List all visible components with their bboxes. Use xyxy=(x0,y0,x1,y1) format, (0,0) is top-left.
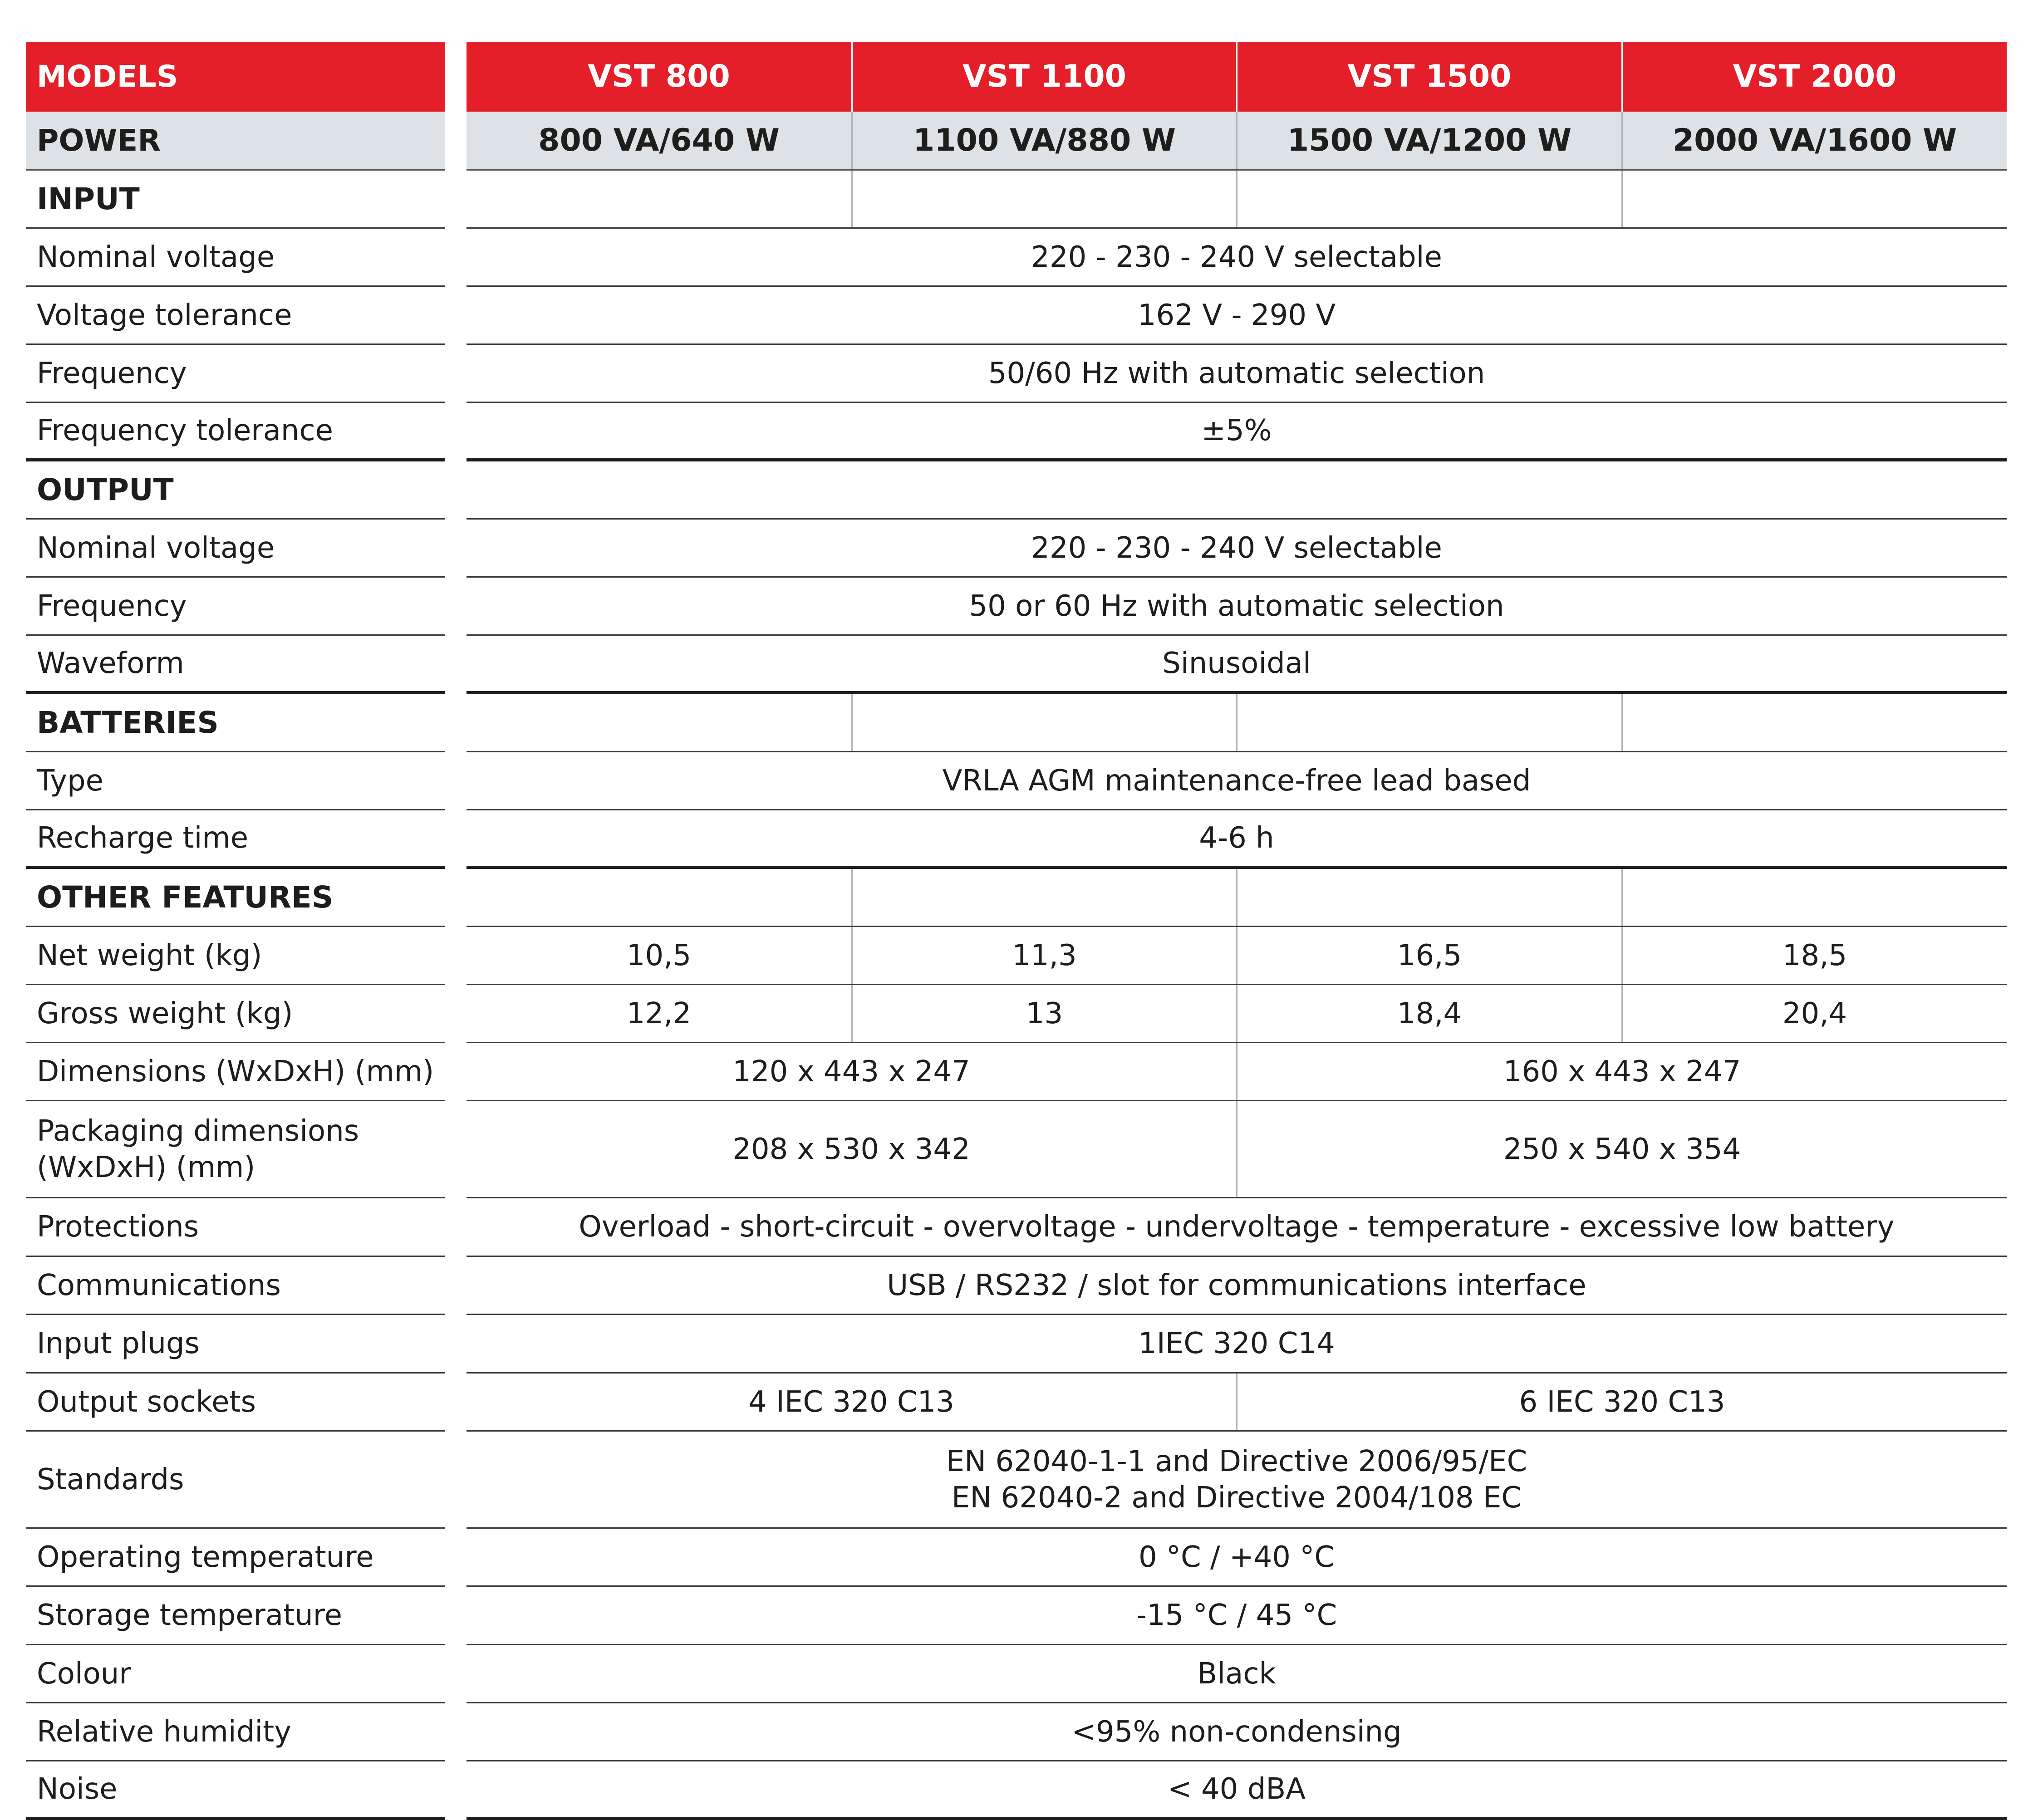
empty-cell xyxy=(851,869,1236,926)
spec-value-line: EN 62040-1-1 and Directive 2006/95/EC xyxy=(946,1444,1527,1478)
spec-label xyxy=(37,1101,440,1197)
spec-row xyxy=(467,1432,2007,1529)
spec-value: 4 IEC 320 C13 xyxy=(748,1385,955,1419)
spec-value: 6 IEC 320 C13 xyxy=(1236,1374,2007,1430)
spec-value: 16,5 xyxy=(1236,927,1621,984)
spec-row xyxy=(26,345,445,403)
spec-row xyxy=(26,927,445,985)
spec-row xyxy=(26,1587,445,1645)
spec-value: USB / RS232 / slot for communications interface xyxy=(887,1268,1586,1302)
values-column xyxy=(467,0,2007,1818)
models-header-row xyxy=(467,42,2007,112)
model-power: 800 VA/640 W xyxy=(538,122,780,158)
spec-row xyxy=(26,636,445,694)
spec-row xyxy=(467,1315,2007,1374)
spec-row xyxy=(26,1043,445,1101)
spec-value: VRLA AGM maintenance-free lead based xyxy=(942,764,1531,798)
spec-value: 0 °C / +40 °C xyxy=(1138,1540,1335,1574)
spec-label: Output sockets xyxy=(37,1385,256,1419)
section-other-cells xyxy=(467,869,2007,927)
empty-cell xyxy=(1236,171,1621,227)
spec-row xyxy=(467,810,2007,869)
power-label: POWER xyxy=(37,123,161,158)
spec-row xyxy=(26,1315,445,1374)
spec-row xyxy=(26,1257,445,1315)
spec-row xyxy=(26,1374,445,1432)
section-title: OUTPUT xyxy=(37,472,174,507)
spec-label: Net weight (kg) xyxy=(37,938,262,972)
spec-value: 4-6 h xyxy=(1199,821,1274,855)
models-label: MODELS xyxy=(37,59,178,94)
empty-cell xyxy=(1236,694,1621,751)
spec-row xyxy=(26,1432,445,1529)
section-other-features xyxy=(26,869,445,927)
spec-row xyxy=(26,403,445,461)
empty-cell xyxy=(851,171,1236,227)
spec-label-line: Packaging dimensions xyxy=(37,1114,359,1148)
spec-row xyxy=(26,578,445,636)
section-title: INPUT xyxy=(37,181,140,216)
spec-value: 11,3 xyxy=(851,927,1236,984)
model-name: VST 2000 xyxy=(1621,42,2007,112)
empty-cell xyxy=(1621,869,2007,926)
empty-cell xyxy=(467,171,851,227)
spec-label: Recharge time xyxy=(37,821,249,855)
empty-cell xyxy=(1621,694,2007,751)
model-name: VST 800 xyxy=(588,59,730,94)
spec-value xyxy=(467,1432,2007,1527)
spec-label: Storage temperature xyxy=(37,1599,343,1632)
spec-row xyxy=(467,345,2007,403)
section-output xyxy=(26,461,445,520)
spec-row xyxy=(467,578,2007,636)
empty-cell xyxy=(1236,869,1621,926)
spec-row xyxy=(467,1198,2007,1257)
spec-label: Nominal voltage xyxy=(37,531,275,565)
spec-label: Relative humidity xyxy=(37,1715,292,1749)
spec-value: Black xyxy=(1197,1657,1276,1691)
spec-row xyxy=(26,1198,445,1257)
spec-label: Noise xyxy=(37,1772,118,1806)
spec-value: 208 x 530 x 342 xyxy=(732,1132,970,1166)
spec-row xyxy=(467,1761,2007,1820)
spec-row xyxy=(26,985,445,1043)
spec-value: ±5% xyxy=(1201,414,1272,447)
model-name: VST 1100 xyxy=(851,42,1236,112)
spec-value: -15 °C / 45 °C xyxy=(1136,1599,1337,1632)
spec-row xyxy=(467,1645,2007,1703)
models-header-row xyxy=(26,42,445,112)
spec-label-line: (WxDxH) (mm) xyxy=(37,1150,255,1184)
spec-row xyxy=(26,1645,445,1703)
spec-label: Protections xyxy=(37,1210,199,1244)
spec-row xyxy=(467,1257,2007,1315)
spec-value: 13 xyxy=(851,985,1236,1042)
spec-label: Colour xyxy=(37,1657,131,1691)
spec-value: 10,5 xyxy=(626,938,692,972)
spec-value: 20,4 xyxy=(1621,985,2007,1042)
section-title: OTHER FEATURES xyxy=(37,879,334,915)
spec-row xyxy=(467,403,2007,461)
spec-row xyxy=(467,229,2007,287)
model-power: 2000 VA/1600 W xyxy=(1621,112,2007,169)
spec-value-line: EN 62040-2 and Directive 2004/108 EC xyxy=(951,1481,1522,1515)
spec-row xyxy=(26,229,445,287)
spec-value: 12,2 xyxy=(626,996,692,1030)
spec-value: 50/60 Hz with automatic selection xyxy=(988,356,1485,390)
label-column xyxy=(26,0,445,1818)
spec-row xyxy=(467,927,2007,985)
spec-label: Gross weight (kg) xyxy=(37,996,293,1030)
spec-row xyxy=(467,1587,2007,1645)
model-name: VST 1500 xyxy=(1236,42,1621,112)
spec-label: Communications xyxy=(37,1268,281,1302)
spec-value: 18,5 xyxy=(1621,927,2007,984)
spec-row xyxy=(467,1101,2007,1198)
spec-row xyxy=(467,1703,2007,1761)
spec-label: Waveform xyxy=(37,647,184,680)
section-batteries-cells xyxy=(467,694,2007,752)
spec-label: Dimensions (WxDxH) (mm) xyxy=(37,1055,434,1089)
spec-label: Voltage tolerance xyxy=(37,298,292,332)
spec-value: 120 x 443 x 247 xyxy=(732,1055,970,1089)
spec-row xyxy=(467,636,2007,694)
spec-label: Frequency xyxy=(37,589,187,623)
spec-value: 160 x 443 x 247 xyxy=(1236,1043,2007,1100)
spec-value: 50 or 60 Hz with automatic selection xyxy=(969,589,1504,623)
spec-label: Operating temperature xyxy=(37,1540,374,1574)
section-input-cells xyxy=(467,171,2007,229)
spec-row xyxy=(26,520,445,578)
empty-cell xyxy=(467,461,2007,518)
empty-cell xyxy=(467,694,851,751)
section-title: BATTERIES xyxy=(37,705,219,740)
spec-value: 1IEC 320 C14 xyxy=(1138,1327,1335,1360)
spec-row xyxy=(26,1101,445,1198)
spec-row xyxy=(26,1761,445,1820)
spec-value: <95% non-condensing xyxy=(1071,1715,1402,1749)
section-batteries xyxy=(26,694,445,752)
spec-label: Frequency xyxy=(37,356,187,390)
spec-value: < 40 dBA xyxy=(1167,1772,1306,1806)
spec-value: 162 V - 290 V xyxy=(1137,298,1336,332)
spec-row xyxy=(26,752,445,810)
spec-label: Standards xyxy=(37,1462,184,1496)
model-power: 1100 VA/880 W xyxy=(851,112,1236,169)
spec-label: Nominal voltage xyxy=(37,240,275,274)
empty-cell xyxy=(1621,171,2007,227)
spec-row xyxy=(26,810,445,869)
empty-cell xyxy=(851,694,1236,751)
spec-row xyxy=(467,287,2007,345)
spec-value: 18,4 xyxy=(1236,985,1621,1042)
spec-label: Type xyxy=(37,764,103,798)
section-input xyxy=(26,171,445,229)
spec-row xyxy=(467,520,2007,578)
spec-value: Overload - short-circuit - overvoltage - undervoltage - temperature - excessive low battery xyxy=(579,1210,1895,1244)
power-header-row xyxy=(26,112,445,171)
spec-row xyxy=(467,985,2007,1043)
spec-row xyxy=(467,1374,2007,1432)
spec-row xyxy=(26,287,445,345)
spec-row xyxy=(467,1529,2007,1587)
spec-value: 220 - 230 - 240 V selectable xyxy=(1031,531,1442,565)
spec-row xyxy=(26,1703,445,1761)
spec-value: 250 x 540 x 354 xyxy=(1236,1101,2007,1197)
spec-value: Sinusoidal xyxy=(1162,647,1311,680)
spec-row xyxy=(26,1529,445,1587)
empty-cell xyxy=(467,869,851,926)
spec-value: 220 - 230 - 240 V selectable xyxy=(1031,240,1442,274)
spec-label: Input plugs xyxy=(37,1327,200,1360)
spec-row xyxy=(467,1043,2007,1101)
spec-row xyxy=(467,752,2007,810)
power-header-row xyxy=(467,112,2007,171)
spec-label: Frequency tolerance xyxy=(37,414,334,447)
model-power: 1500 VA/1200 W xyxy=(1236,112,1621,169)
section-output-cells xyxy=(467,461,2007,520)
